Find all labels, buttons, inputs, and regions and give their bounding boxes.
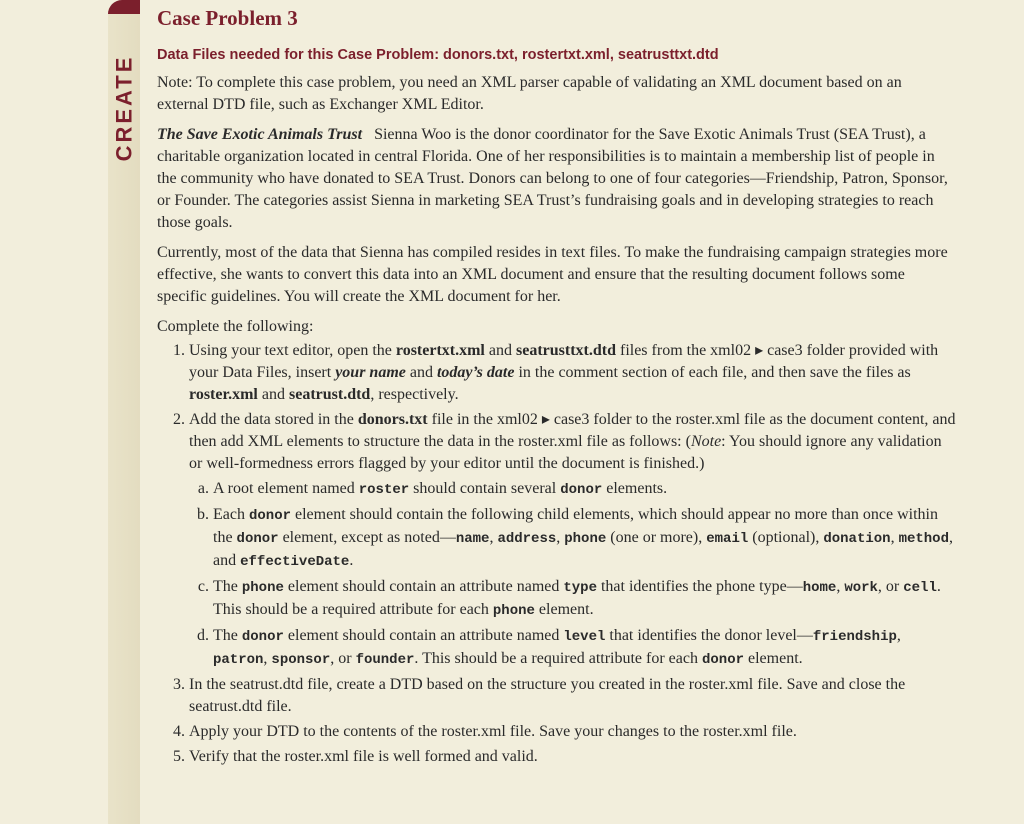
code-term: email <box>706 531 749 547</box>
note-paragraph: Note: To complete this case problem, you need an XML parser capable of validating an XML document based on an external DTD file, such as Exchanger XML Editor. <box>157 74 902 113</box>
code-term: home <box>802 580 837 596</box>
code-term: sponsor <box>271 652 331 668</box>
code-term: effectiveDate <box>240 554 350 570</box>
side-tab-top <box>108 0 140 14</box>
substep-text: , or <box>877 578 904 595</box>
code-term: friendship <box>812 629 897 645</box>
step-4: 4. Apply your DTD to the contents of the roster.xml file. Save your changes to the roster.xml file. <box>189 721 957 743</box>
steps-list <box>157 340 957 768</box>
code-term: cell <box>903 580 937 596</box>
step-1 <box>189 340 957 406</box>
substep-text: , <box>556 529 565 546</box>
substep-text: (one or more), <box>606 529 707 546</box>
code-term: donor <box>236 531 279 547</box>
substep-text: element. <box>744 650 803 667</box>
code-term: address <box>497 531 557 547</box>
step-5: 5. Verify that the roster.xml file is well formed and valid. <box>189 746 957 768</box>
currently-paragraph: Currently, most of the data that Sienna has compiled resides in text files. To make the fundraising campaign strategies more effective, she wants to convert this data into an XML document and ensure that the resulting document follows some specific guidelines. You will create the XML document for her. <box>157 244 948 305</box>
step2-text: file in the xml02 ▸ case3 folder to the roster.xml file as the document content, and then add XML elements to structure the data in the roster.xml file as follows: ( <box>189 411 956 450</box>
step2-text: : You should ignore any validation or well-formedness errors flagged by your editor until the document is finished.) <box>189 433 942 472</box>
code-term: work <box>844 580 878 596</box>
code-term: level <box>563 629 606 645</box>
step1-file: roster.xml <box>189 386 258 403</box>
substep-text: The <box>213 627 242 644</box>
step1-text: and <box>257 386 289 403</box>
code-term: donor <box>701 652 744 668</box>
substep-text: . This should be a required attribute for each <box>414 650 702 667</box>
substep-text: element, except as noted— <box>278 529 456 546</box>
code-term: patron <box>213 652 264 668</box>
substep-text: , <box>489 529 498 546</box>
step1-text: files from the xml02 ▸ case3 folder provided with your Data Files, insert <box>189 342 939 381</box>
code-term: phone <box>241 580 284 596</box>
code-term: type <box>563 580 597 596</box>
step1-file: seatrusttxt.dtd <box>515 342 616 359</box>
substep-a <box>213 478 957 501</box>
substep-text: . This should be a required attribute for each <box>213 578 941 618</box>
step2-file: donors.txt <box>357 411 428 428</box>
substep-b <box>213 504 957 573</box>
step2-text: Add the data stored in the <box>189 411 358 428</box>
step1-text: and <box>484 342 516 359</box>
code-term: phone <box>492 603 535 619</box>
substep-text: , and <box>213 529 953 569</box>
intro-lead: The Save Exotic Animals Trust <box>157 126 363 143</box>
substep-text: element. <box>534 601 594 618</box>
code-term: donor <box>248 508 291 524</box>
code-term: donor <box>560 482 603 498</box>
data-files-line: Data Files needed for this Case Problem: donors.txt, rostertxt.xml, seatrusttxt.dtd <box>157 47 719 63</box>
substep-text: , <box>263 650 272 667</box>
substep-c <box>213 576 957 622</box>
step-3: 3. In the seatrust.dtd file, create a DTD based on the structure you created in the roster.xml file. Save and close the seatrust.dtd file. <box>189 674 957 718</box>
step1-date: today’s date <box>436 364 515 381</box>
substep-d <box>213 625 957 671</box>
substep-text: (optional), <box>748 529 824 546</box>
step1-file: seatrust.dtd <box>288 386 371 403</box>
step1-text: in the comment section of each file, and then save the files as <box>514 364 911 381</box>
step-2 <box>189 409 957 671</box>
substep-text: elements. <box>602 480 668 497</box>
substep-text: , or <box>330 650 356 667</box>
substep-text: element should contain the following child elements, which should appear no more than once within the <box>213 506 938 546</box>
substep-text: should contain several <box>409 480 561 497</box>
substep-text: , <box>836 578 845 595</box>
case-problem <box>157 4 957 771</box>
substep-text: Each <box>213 506 249 523</box>
substep-text: . <box>349 552 354 569</box>
substep-text: , <box>890 529 899 546</box>
step1-text: , respectively. <box>370 386 459 403</box>
substep-text: element should contain an attribute named <box>283 627 564 644</box>
substep-text: element should contain an attribute named <box>283 578 564 595</box>
intro-paragraph <box>157 124 957 234</box>
step1-text: and <box>405 364 437 381</box>
code-term: name <box>455 531 490 547</box>
code-term: method <box>898 531 949 547</box>
intro-text: Sienna Woo is the donor coordinator for the Save Exotic Animals Trust (SEA Trust), a charitable organization located in central Florida. One of her responsibilities is to maintain a membership list of people in the community who have donated to SEA Trust. Donors can belong to one of four categories—Friendship, Patron, Sponsor, or Founder. The categories assist Sienna in marketing SEA Trust’s fundraising goals and in developing strategies to reach those goals. <box>157 126 948 231</box>
step2-note-word: Note <box>690 433 722 450</box>
substep-text: A root element named <box>213 480 359 497</box>
substeps-list <box>189 478 957 671</box>
code-term: founder <box>355 652 415 668</box>
side-label-text: CREATE <box>111 54 137 162</box>
code-term: phone <box>564 531 607 547</box>
code-term: donation <box>823 531 891 547</box>
substep-text: that identifies the donor level— <box>605 627 813 644</box>
code-term: roster <box>358 482 410 498</box>
substep-text: , <box>896 627 901 644</box>
complete-heading: Complete the following: <box>157 318 314 335</box>
side-label <box>104 48 144 168</box>
page-title: Case Problem 3 <box>157 6 298 30</box>
substep-text: that identifies the phone type— <box>596 578 803 595</box>
code-term: donor <box>241 629 284 645</box>
step1-file: rostertxt.xml <box>395 342 485 359</box>
step1-text: Using your text editor, open the <box>189 342 396 359</box>
substep-text: The <box>213 578 242 595</box>
step1-name: your name <box>335 364 406 381</box>
